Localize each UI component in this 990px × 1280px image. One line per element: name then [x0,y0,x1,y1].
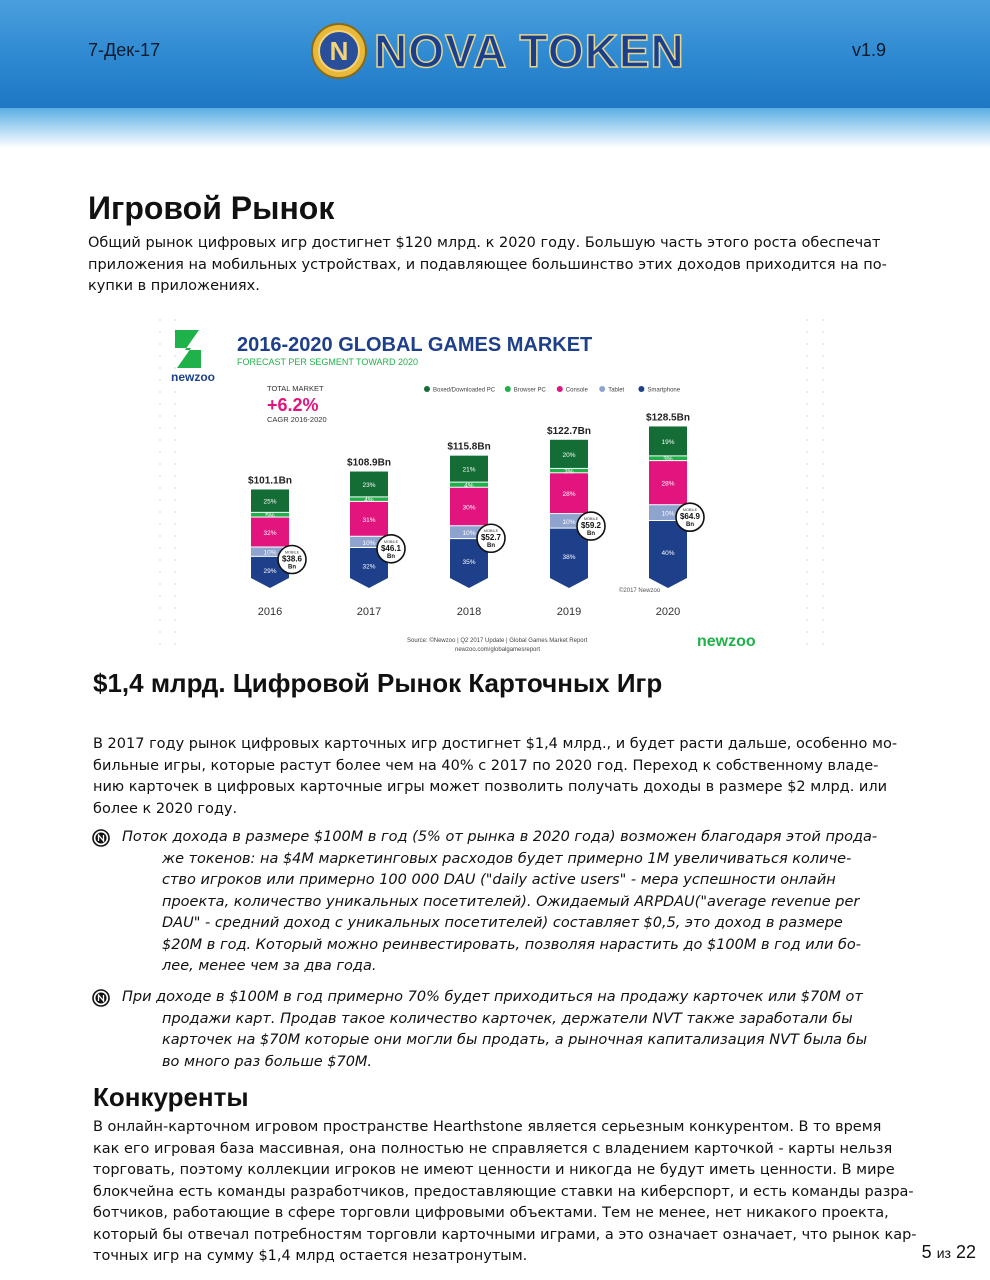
mobile-bubble-label: MOBILE [583,517,599,522]
mobile-bubble-value: $38.6 [281,554,303,564]
legend-swatch [557,386,563,392]
bar-data-label: 40% [661,549,675,557]
bullet2-line: продажи карт. Продав такое количество карточек, держатели NVT также заработали бы [162,1010,853,1027]
bullet2-line: карточек на $70M которые они могли бы продать, а рыночная капитализация NVT была бы [162,1032,868,1048]
mobile-bubble-unit: Bn [487,543,495,550]
bar-total-label: $128.5Bn [646,412,690,424]
header-gradient [0,108,990,148]
bullet2-line: во много раз больше $70M. [162,1053,373,1070]
bar-total-label: $122.7Bn [547,425,591,437]
legend-swatch [638,386,644,392]
bar-data-label: 4% [464,482,474,490]
bar-total-label: $101.1Bn [248,475,292,487]
bar-data-label: 30% [462,504,476,512]
bar-data-label: 10% [562,518,576,526]
cagr-label: CAGR 2016-2020 [267,415,327,424]
bullet1-line: проекта, количество уникальных посетителей). Ожидаемый ARPDAU("average revenue per [162,893,860,910]
bar-data-label: 19% [661,438,675,446]
legend-label: Browser PC [513,387,546,394]
x-tick-label: 2017 [356,606,382,618]
paragraph-line: ботчиков, работающие в сфере торговли цифровыми объектами. Тем не менее, нет никакого проекта, [93,1205,889,1221]
bar-data-label: 10% [362,539,376,547]
paragraph-line: купки в приложениях. [88,278,260,294]
mobile-bubble-value: $52.7 [480,533,502,543]
paragraph-line: блокчейна есть команды разработчиков, предоставляющие ставки на киберспорт, и есть команды разра- [93,1183,914,1200]
mobile-bubble-unit: Bn [387,553,395,560]
bar-total-label: $115.8Bn [447,441,491,453]
bar-data-label: 32% [362,563,376,571]
bullet1-line: ство игроков или примерно 100 000 DAU ("daily active users" - мера успешности онлайн [162,872,836,888]
mobile-bubble-value: $46.1 [380,543,402,553]
paragraph-line: более к 2020 году. [93,800,238,817]
legend-swatch [505,386,511,392]
paragraph-line: приложения на мобильных устройствах, и подавляющее большинство этих доходов приходится на по- [88,256,887,273]
paragraph-line: нию карточек в цифровых карточные игры может позволить получать доходы в размере $2 млрд. или [93,779,888,795]
bar-data-label: 28% [562,491,576,499]
x-tick-label: 2020 [655,606,681,618]
section-title-competitors: Конкуренты [93,1082,249,1112]
games-market-chart [157,316,827,654]
chart-legend [424,386,681,394]
section-title-game-market: Игровой Рынок [88,190,335,226]
legend-swatch [424,386,430,392]
newzoo-brand: newzoo [171,370,215,384]
newzoo-logo-icon [175,330,201,368]
bullet1-line: $20M в год. Который можно реинвестировать, позволяя нарастить до $100M в год или бо- [162,936,862,953]
chart-title: 2016-2020 GLOBAL GAMES MARKET [237,334,593,356]
paragraph-line: который бы отвечал потребностям торговли карточными играми, а это означает означает, что рынок кар- [93,1226,917,1243]
legend-swatch [599,386,605,392]
cagr-value: +6.2% [267,395,319,415]
x-tick-label: 2018 [456,606,482,618]
paragraph-line: бильные игры, которые растут более чем на 40% с 2017 по 2020 год. Переход к собственному владе- [93,757,879,774]
page-of: из [936,1245,951,1261]
chart-copyright: ©2017 Newzoo [619,588,661,594]
mobile-bubble-unit: Bn [686,522,694,529]
nova-bullet-icon [92,989,110,1007]
bar-data-label: 4% [364,497,374,505]
bar-data-label: 5% [265,512,275,520]
paragraph-line: торговать, поэтому коллекции игроков не имеют ценности и никогда не будут иметь ценности. В мире [93,1162,895,1178]
page-number [922,1242,976,1263]
bar-total-label: $108.9Bn [347,457,391,469]
chart-source-line1: Source: ©Newzoo | Q2 2017 Update | Global Games Market Report [407,638,588,644]
bullet1-line: DAU" - средний доход с уникальных посетителей) составляет $0,5, это доход в размере [162,915,843,931]
bar-data-label: 10% [462,530,476,538]
mobile-bubble-label: MOBILE [483,529,499,534]
mobile-bubble-label: MOBILE [284,550,300,555]
bar-data-label: 21% [462,466,476,474]
mobile-bubble-unit: Bn [288,564,296,571]
logo-letter: N [329,36,349,66]
nova-token-logo [310,20,685,82]
mobile-bubble-label: MOBILE [682,508,698,513]
bar-data-label: 20% [562,451,576,459]
total-market-label: TOTAL MARKET [267,384,324,393]
mobile-bubble-label: MOBILE [383,539,399,544]
nova-coin-icon [310,22,368,80]
paragraph-line: как его игровая база массивная, она полностью не справляется с владением карточкой - карты нельзя [93,1140,893,1157]
bar-data-label: 3% [663,456,673,464]
games-market-chart-svg [157,316,827,654]
legend-label: Console [565,387,588,394]
logo-text: NOVA TOKEN [374,25,685,77]
bar-data-label: 10% [263,549,277,557]
bullet1-line: лее, менее чем за два года. [162,958,377,974]
chart-subtitle: FORECAST PER SEGMENT TOWARD 2020 [237,357,419,367]
bullet1-line: же токенов: на $4M маркетинговых расходов будет примерно 1M увеличиваться количе- [162,850,852,867]
bar-data-label: 23% [362,481,376,489]
nova-bullet-icon [92,829,110,847]
legend-label: Boxed/Downloaded PC [433,387,496,394]
header-date: 7-Дек-17 [88,40,161,60]
paragraph-line: В онлайн-карточном игровом пространстве Hearthstone является серьезным конкурентом. В то время [93,1119,882,1135]
x-tick-label: 2019 [556,606,582,618]
bar-data-label: 3% [564,468,574,476]
legend-label: Smartphone [647,387,681,394]
paragraph-line: точных игр на сумму $1,4 млрд остается незатронутым. [93,1248,528,1264]
mobile-bubble-unit: Bn [587,531,595,538]
bar-data-label: 25% [263,498,277,506]
newzoo-brand-footer: newzoo [697,633,756,650]
chart-source-line2: newzoo.com/globalgamesreport [455,647,541,653]
paragraph-line: В 2017 году рынок цифровых карточных игр достигнет $1,4 млрд., и будет расти дальше, особенно мо- [93,736,898,752]
paragraph-line: Общий рынок цифровых игр достигнет $120 млрд. к 2020 году. Большую часть этого роста обеспечат [88,235,881,251]
bar-data-label: 10% [661,510,675,518]
bar-data-label: 35% [462,559,476,567]
page-current: 5 [921,1242,932,1262]
mobile-bubble-value: $64.9 [679,512,701,522]
bar-data-label: 38% [562,553,576,561]
bullet2-first-line: При доходе в $100M в год примерно 70% будет приходиться на продажу карточек или $70M от [122,989,863,1005]
mobile-bubble-value: $59.2 [580,521,602,531]
bar-data-label: 29% [263,567,277,575]
bullet1-first-line: Поток дохода в размере $100M в год (5% от рынка в 2020 года) возможен благодаря этой прода- [122,829,878,845]
bar-data-label: 31% [362,516,376,524]
legend-label: Tablet [608,387,625,394]
x-tick-label: 2016 [257,606,283,618]
section-title-card-market: $1,4 млрд. Цифровой Рынок Карточных Игр [93,668,663,698]
bar-data-label: 28% [661,480,675,488]
header-version: v1.9 [851,40,886,60]
bar-data-label: 32% [263,530,277,538]
page-total: 22 [955,1242,976,1262]
